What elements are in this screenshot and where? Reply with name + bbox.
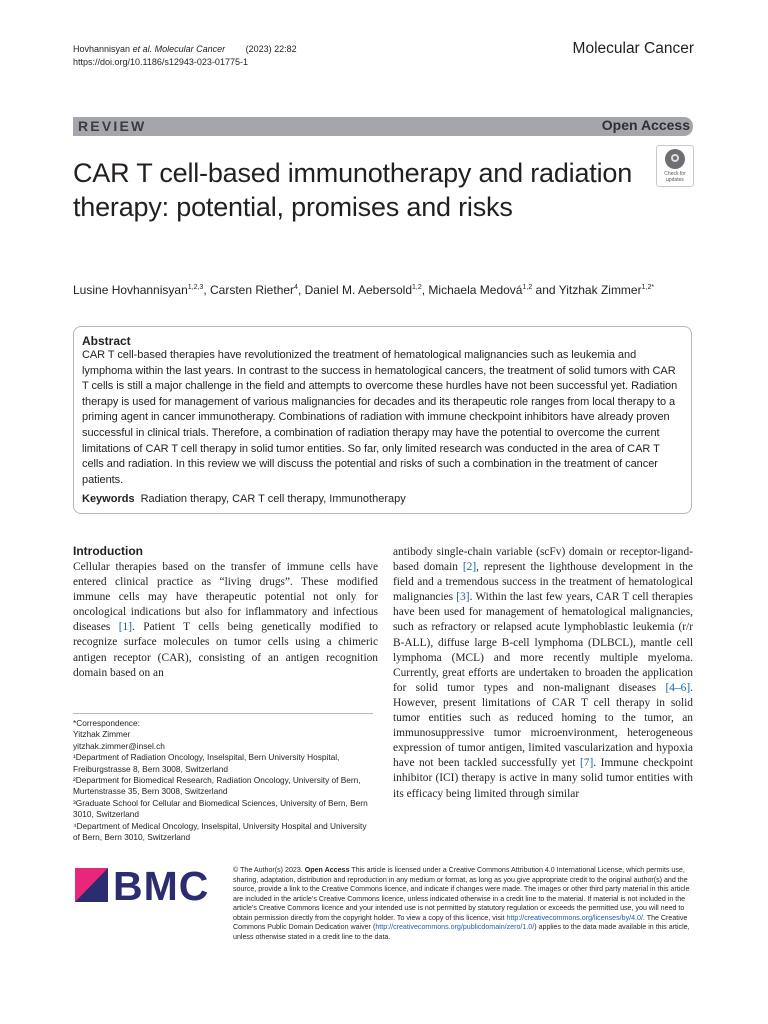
affiliation-3: ³Graduate School for Cellular and Biomedical Sciences, University of Bern, Bern 3010, Switzerland	[73, 797, 368, 820]
left-column	[73, 544, 378, 681]
intro-paragraph-left	[73, 560, 378, 681]
author[interactable]: Yitzhak Zimmer	[558, 283, 642, 297]
separator: and	[532, 283, 559, 297]
check-updates-icon	[665, 149, 685, 169]
separator: ,	[203, 283, 210, 297]
affiliation-4: ⁴Department of Medical Oncology, Inselspital, University Hospital and University of Bern, Bern 3010, Switzerland	[73, 820, 367, 843]
article-type-band	[73, 117, 693, 136]
header-authors: Hovhannisyan	[73, 44, 131, 54]
bmc-logo	[75, 863, 215, 909]
body-text: . Within the last few years, CAR T cell therapies have been used for management of hematological malignancies, such as refractory or relapsed acute lymphoblastic leukemia (r/r B-ALL), diffuse large B-cell lymphoma (DLBCL), mantle cell lymphoma (MCL) and more recently multiple myeloma. Currently, great efforts are undertaken to broaden the application for solid tumor types and non-malignant diseases	[393, 591, 693, 694]
author[interactable]: Lusine Hovhannisyan	[73, 283, 188, 297]
bmc-logo-text: BMC	[113, 863, 210, 909]
body-text: . Immune checkpoint inhibitor (ICI) therapy is active in many solid tumor entities with its efficacy being limited through similar	[393, 757, 693, 800]
article-type-label: REVIEW	[78, 118, 147, 134]
author-affiliation: 1,2	[522, 284, 533, 291]
journal-name: Molecular Cancer	[572, 40, 694, 57]
header-journal: Molecular Cancer	[154, 44, 226, 54]
header-year-volume: (2023) 22:82	[245, 44, 297, 54]
open-access-label: Open Access	[601, 117, 690, 133]
body-text: , represent the lighthouse development in the field and a tremendous success in the treatment of hematological malignancies	[393, 561, 693, 604]
author-affiliation: 1,2,3	[187, 284, 204, 291]
abstract-heading: Abstract	[82, 334, 131, 348]
affiliation-2: ²Department for Biomedical Research, Radiation Oncology, University of Bern, Murtenstrasse 35, Bern 3008, Switzerland	[73, 775, 361, 797]
abstract-box	[73, 326, 692, 514]
running-header	[73, 43, 297, 69]
right-column	[393, 545, 693, 802]
separator: ,	[297, 283, 305, 297]
license-statement	[233, 866, 695, 942]
article-title: CAR T cell-based immunotherapy and radiation therapy: potential, promises and risks	[73, 158, 633, 222]
body-text: Cellular therapies based on the transfer of immune cells have entered clinical practice as “living drugs”. These modified immune cells may have therapeutic potential not only for oncological indications but also for inflammatory and infectious diseases	[73, 561, 378, 634]
check-badge-line2: updates	[666, 177, 684, 183]
body-text: antibody single-chain variable (scFv) domain or receptor-ligand-based domain	[393, 546, 693, 574]
intro-paragraph-right	[393, 545, 693, 802]
check-badge-line1: Check for	[664, 171, 686, 177]
author[interactable]: Daniel M. Aebersold	[304, 283, 413, 297]
bmc-logo-mark-icon	[75, 868, 108, 902]
author-list	[73, 283, 654, 297]
license-text: ) applies to the data made available in this article, unless otherwise stated in a credit line to the data.	[233, 923, 690, 941]
keywords-label: Keywords	[82, 493, 135, 506]
author-affiliation: 1,2	[412, 284, 422, 291]
license-text: This article is licensed under a Creative Commons Attribution 4.0 International License, which permits use, sharing, adaptation, distribution and reproduction in any medium or format, as long as you give appropriate credit to the original author(s) and the source, provide a link to the Creative Commons licence, and indicate if changes were made. The images or other third party material in this article are included in the article’s Creative Commons licence, unless indicated otherwise in a credit line to the material. If material is not included in the article’s Creative Commons licence and your intended use is not permitted by statutory regulation or exceeds the permitted use, you will need to obtain permission directly from the copyright holder. To view a copy of this licence, visit	[233, 866, 690, 922]
separator: ,	[421, 283, 429, 297]
author-affiliation: 1,2*	[641, 284, 655, 291]
body-text: . Patient T cells being genetically modified to recognize surface molecules on tumor cells using a chimeric antigen receptor (CAR), consisting of an antigen recognition domain based on an	[73, 621, 378, 679]
citation-link[interactable]: [3]	[456, 591, 470, 604]
correspondence-email[interactable]: yitzhak.zimmer@insel.ch	[73, 740, 165, 751]
license-link-by[interactable]: http://creativecommons.org/licenses/by/4.0/	[506, 913, 643, 922]
author[interactable]: Carsten Riether	[210, 283, 295, 297]
license-text: . The Creative Commons Public Domain Dedication waiver (	[233, 913, 688, 931]
affiliation-1: ¹Department of Radiation Oncology, Inselspital, Bern University Hospital, Freiburgstrasse 8, Bern 3008, Switzerland	[73, 752, 340, 774]
correspondence-name: Yitzhak Zimmer	[73, 729, 131, 740]
check-for-updates-badge[interactable]	[656, 145, 694, 187]
doi-link[interactable]: https://doi.org/10.1186/s12943-023-01775-1	[73, 57, 248, 67]
license-copyright: © The Author(s) 2023.	[233, 866, 305, 874]
citation-link[interactable]: [1]	[118, 621, 133, 634]
license-link-zero[interactable]: http://creativecommons.org/publicdomain/zero/1.0/	[375, 923, 535, 931]
author-affiliation: 4	[294, 284, 298, 291]
correspondence-footnote	[73, 713, 373, 843]
license-open-access: Open Access	[304, 866, 350, 874]
section-heading-introduction: Introduction	[73, 544, 143, 558]
body-text: . However, present limitations of CAR T cell therapy in solid tumor entities such as reduced homing to the tumor, an immunosuppressive tumor microenvironment, heterogeneous expression of tumor antigen, limited vascularization and hypoxia have not been tackled successfully yet	[393, 681, 693, 770]
header-etal: et al.	[132, 44, 153, 54]
keywords-line	[82, 492, 683, 507]
citation-link[interactable]: [7]	[579, 757, 594, 770]
citation-link[interactable]: [2]	[462, 561, 477, 574]
citation-line	[73, 43, 297, 56]
citation-link[interactable]: [4–6]	[665, 681, 691, 694]
abstract-text: CAR T cell-based therapies have revolutionized the treatment of hematological malignancies such as leukemia and lymphoma within the last years. In contrast to the success in hematological cancers, the treatment of solid tumors with CAR T cells is still a major challenge in the field and attempts to overcome these hurdles have not been successful yet. Radiation therapy is used for management of various malignancies for decades and its therapeutic role ranges from local therapy to a priming agent in cancer immunotherapy. Combinations of radiation with immune checkpoint inhibitors have already proven successful in clinical trials. Therefore, a combination of radiation therapy may have the potential to overcome the current limitations of CAR T cell therapy in solid tumor entities. So far, only limited research was conducted in the area of CAR T cells and radiation. In this review we will discuss the potential and risks of such a combination in the treatment of cancer patients.	[82, 349, 678, 486]
keywords-value: Radiation therapy, CAR T cell therapy, Immunotherapy	[140, 493, 406, 506]
correspondence-label: *Correspondence:	[73, 718, 140, 728]
author[interactable]: Michaela Medová	[428, 283, 523, 297]
